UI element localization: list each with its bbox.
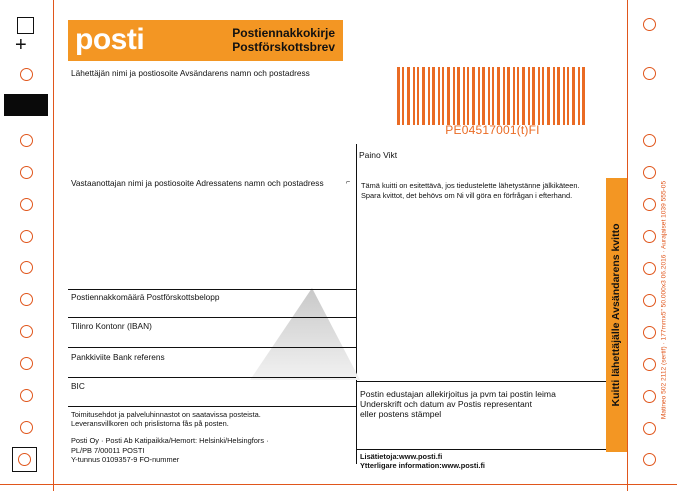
left-hole-11 <box>20 421 33 434</box>
left-hole-10 <box>20 389 33 402</box>
posti-logo: posti <box>75 23 145 56</box>
signature-note-2: Underskrift och datum av Postis representant <box>360 399 532 409</box>
right-hole-2 <box>643 67 656 80</box>
right-hole-7 <box>643 262 656 275</box>
left-hole-1 <box>20 68 33 81</box>
left-hole-6 <box>20 261 33 274</box>
right-hole-13 <box>643 453 656 466</box>
company-line-3: Y-tunnus 0109357-9 FO-nummer <box>71 455 180 464</box>
right-hole-10 <box>643 358 656 371</box>
weight-label: Paino Vikt <box>359 150 398 160</box>
info-fi: Lisätietoja:www.posti.fi <box>360 452 443 461</box>
amount-label: Postiennakkomäärä Postförskottsbelopp <box>71 292 220 302</box>
right-hole-9 <box>643 326 656 339</box>
right-hole-6 <box>643 230 656 243</box>
bic-line <box>68 377 356 378</box>
corner-mark-icon: ⌐ <box>346 179 351 186</box>
left-hole-3 <box>20 166 33 179</box>
print-info-text: Matineo 502 2112 (sertif) · 177mmx5" 50.000x3 06.2016 · Aurajaiset 1039 555-05 <box>660 180 668 420</box>
triangle-watermark <box>250 288 360 380</box>
register-square-top <box>17 17 34 34</box>
bottom-section-line <box>68 406 356 407</box>
signature-line <box>356 381 606 382</box>
amount-line <box>68 289 356 290</box>
signature-note-1: Postin edustajan allekirjoitus ja pvm tai postin leima <box>360 389 556 399</box>
plus-mark: + <box>15 34 27 56</box>
bottom-edge <box>0 484 677 485</box>
bic-label: BIC <box>71 381 85 391</box>
left-perforation-line <box>53 0 54 491</box>
barcode-number: PE04517001(t)FI <box>445 123 540 137</box>
right-hole-5 <box>643 198 656 211</box>
left-hole-9 <box>20 357 33 370</box>
receipt-note-fi: Tämä kuitti on esitettävä, jos tiedustelette lähetystänne jälkikäteen. <box>361 181 580 190</box>
account-label: Tilinro Kontonr (IBAN) <box>71 321 152 331</box>
header-title-sv: Postförskottsbrev <box>232 40 335 54</box>
right-hole-8 <box>643 294 656 307</box>
right-hole-1 <box>643 18 656 31</box>
left-hole-4 <box>20 198 33 211</box>
sender-label: Lähettäjän nimi ja postiosoite Avsändarens namn och postadress <box>71 68 310 78</box>
right-hole-3 <box>643 134 656 147</box>
right-perforation-line <box>627 0 628 491</box>
terms-sv: Leveransvillkoren och prislistorna fås på posten. <box>71 419 229 428</box>
info-line <box>356 449 606 450</box>
right-hole-11 <box>643 390 656 403</box>
left-hole-7 <box>20 293 33 306</box>
signature-note-3: eller postens stämpel <box>360 409 442 419</box>
terms-fi: Toimitusehdot ja palveluhinnastot on saatavissa posteista. <box>71 410 261 419</box>
black-strip <box>4 94 48 116</box>
recipient-label: Vastaanottajan nimi ja postiosoite Adressatens namn och postadress <box>71 178 324 188</box>
reference-line <box>68 347 356 348</box>
right-hole-12 <box>643 422 656 435</box>
receipt-banner-text: Kuitti lähettäjälle Avsändarens kvitto <box>610 223 622 407</box>
header-title-fi: Postiennakkokirje <box>232 26 335 40</box>
right-hole-4 <box>643 166 656 179</box>
receipt-note-sv: Spara kvittot, det behövs om Ni vill göra en förfrågan i efterhand. <box>361 191 573 200</box>
left-hole-8 <box>20 325 33 338</box>
left-hole-12 <box>18 453 31 466</box>
left-hole-5 <box>20 230 33 243</box>
company-line-2: PL/PB 7/00011 POSTI <box>71 446 145 455</box>
barcode <box>397 67 588 125</box>
left-hole-2 <box>20 134 33 147</box>
reference-label: Pankkiviite Bank referens <box>71 352 165 362</box>
account-line <box>68 317 356 318</box>
info-sv: Ytterligare information:www.posti.fi <box>360 461 485 470</box>
company-line-1: Posti Oy · Posti Ab Katipaikka/Hemort: Helsinki/Helsingfors · <box>71 436 269 445</box>
